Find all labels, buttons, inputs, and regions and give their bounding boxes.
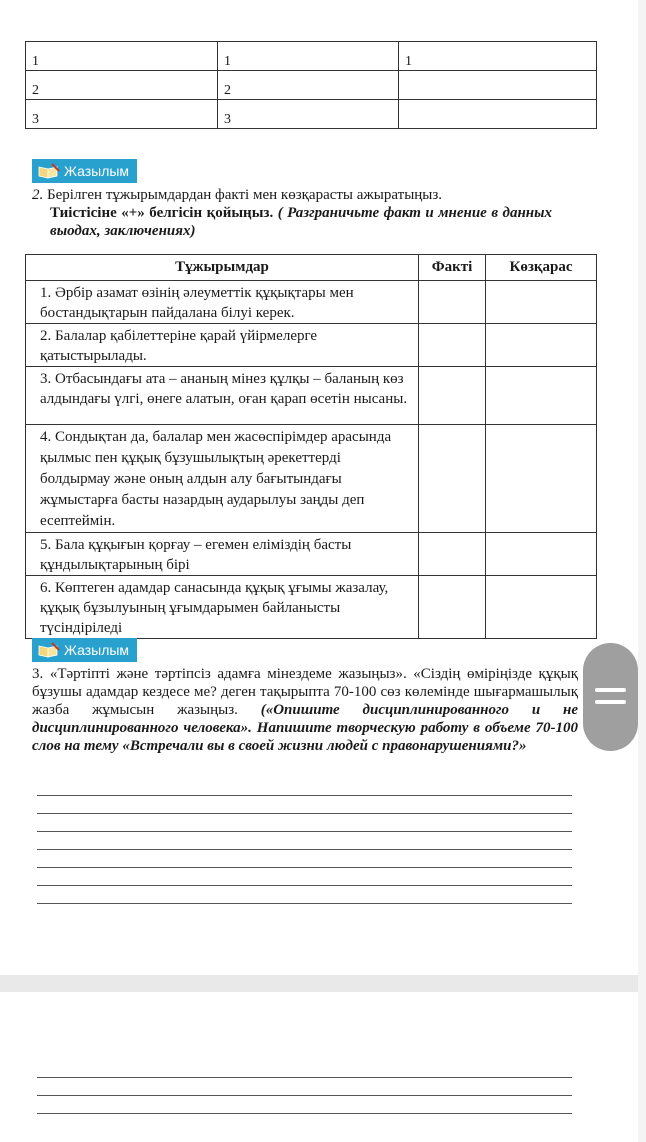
fact-check-cell[interactable] bbox=[419, 367, 486, 425]
table-row bbox=[26, 576, 597, 639]
drag-handle-icon[interactable] bbox=[583, 643, 638, 751]
table-row bbox=[26, 533, 597, 576]
badge-label: Жазылым bbox=[64, 163, 130, 179]
table-cell: 3 bbox=[26, 100, 218, 129]
table-cell: 1 bbox=[218, 42, 399, 71]
task-3-instructions bbox=[32, 665, 578, 755]
opinion-check-cell[interactable] bbox=[486, 533, 597, 576]
table-row bbox=[26, 425, 597, 533]
badge-label: Жазылым bbox=[64, 642, 130, 658]
table-cell bbox=[399, 71, 597, 100]
answer-line[interactable] bbox=[37, 1060, 572, 1078]
table-cell: 1 bbox=[26, 42, 218, 71]
statement-cell: 5. Бала құқығын қорғау – егемен еліміздің басты құндылықтарының бірі bbox=[26, 533, 419, 576]
fact-check-cell[interactable] bbox=[419, 281, 486, 324]
task-number: 3. bbox=[32, 666, 44, 682]
document-page-2 bbox=[0, 992, 638, 1142]
table-row bbox=[26, 42, 597, 71]
table-cell: 3 bbox=[218, 100, 399, 129]
header-fact: Факті bbox=[419, 255, 486, 281]
open-book-pen-icon bbox=[38, 642, 60, 658]
statement-cell: 3. Отбасындағы ата – ананың мінез құлқы – баланың көз алдындағы үлгі, өнеге алатын, оған қарап өсетін нысаны. bbox=[26, 367, 419, 425]
task-translation: («Опишите дисциплинированного и не дисциплинированного человека». Напишите творческую работу в объеме 70-100 слов на тему «Встречали вы в своей жизни людей с правонарушениями?» bbox=[32, 702, 578, 754]
table-cell: 1 bbox=[399, 42, 597, 71]
facts-opinions-table bbox=[25, 254, 597, 639]
answer-line[interactable] bbox=[37, 1096, 572, 1114]
header-opinion: Көзқарас bbox=[486, 255, 597, 281]
task-text: Тиістісіне «+» белгісін қойыңыз. bbox=[50, 205, 274, 221]
statement-cell: 1. Әрбір азамат өзінің әлеуметтік құқықтары мен бостандықтарын пайдалана білуі керек. bbox=[26, 281, 419, 324]
fact-check-cell[interactable] bbox=[419, 425, 486, 533]
opinion-check-cell[interactable] bbox=[486, 425, 597, 533]
opinion-check-cell[interactable] bbox=[486, 576, 597, 639]
opinion-check-cell[interactable] bbox=[486, 367, 597, 425]
answer-line[interactable] bbox=[37, 1078, 572, 1096]
task-translation: ( Разграничьте факт и мнение в данных выодах, заключениях) bbox=[50, 205, 553, 239]
statement-cell: 4. Сондықтан да, балалар мен жасөспірімдер арасында қылмыс пен құқық бұзушылықтың әрекеттерді болдырмау және оның алдын алу бағытындағы жұмыстарға басты назардың аударылуы заңды деп есептеймін. bbox=[26, 425, 419, 533]
section-badge-writing bbox=[32, 638, 137, 662]
table-row bbox=[26, 71, 597, 100]
answer-lines[interactable] bbox=[37, 1060, 572, 1114]
header-statements: Тұжырымдар bbox=[26, 255, 419, 281]
task-2-instructions bbox=[32, 186, 552, 240]
answer-lines[interactable] bbox=[37, 778, 572, 904]
table-header-row bbox=[26, 255, 597, 281]
answer-line[interactable] bbox=[37, 868, 572, 886]
fact-check-cell[interactable] bbox=[419, 533, 486, 576]
answer-line[interactable] bbox=[37, 832, 572, 850]
fact-check-cell[interactable] bbox=[419, 324, 486, 367]
answer-line[interactable] bbox=[37, 814, 572, 832]
opinion-check-cell[interactable] bbox=[486, 324, 597, 367]
task-number: 2. bbox=[32, 187, 44, 203]
answer-line[interactable] bbox=[37, 886, 572, 904]
answer-line[interactable] bbox=[37, 850, 572, 868]
table-row bbox=[26, 100, 597, 129]
top-table bbox=[25, 41, 597, 129]
task-text: Берілген тұжырымдардан факті мен көзқарасты ажыратыңыз. bbox=[47, 187, 443, 203]
table-row bbox=[26, 367, 597, 425]
answer-line[interactable] bbox=[37, 796, 572, 814]
table-row bbox=[26, 281, 597, 324]
table-cell: 2 bbox=[26, 71, 218, 100]
table-row bbox=[26, 324, 597, 367]
fact-check-cell[interactable] bbox=[419, 576, 486, 639]
task-text: «Тәртіпті және тәртіпсіз адамға мінездеме жазыңыз». «Сіздің өміріңізде құқық бұзушы адамдар кездесе ме? деген тақырыпта 70-100 сөз көлемінде шығармашылық жазба жұмысын жазыңыз. bbox=[32, 666, 578, 718]
table-cell: 2 bbox=[218, 71, 399, 100]
statement-cell: 6. Көптеген адамдар санасында құқық ұғымы жазалау, құқық бұзылуының ұғымдарымен байланысты түсіндіріледі bbox=[26, 576, 419, 639]
section-badge-writing bbox=[32, 159, 137, 183]
answer-line[interactable] bbox=[37, 778, 572, 796]
table-cell bbox=[399, 100, 597, 129]
statement-cell: 2. Балалар қабілеттеріне қарай үйірмелерге қатыстырылады. bbox=[26, 324, 419, 367]
open-book-pen-icon bbox=[38, 163, 60, 179]
opinion-check-cell[interactable] bbox=[486, 281, 597, 324]
scrollbar-track[interactable] bbox=[638, 0, 646, 1142]
